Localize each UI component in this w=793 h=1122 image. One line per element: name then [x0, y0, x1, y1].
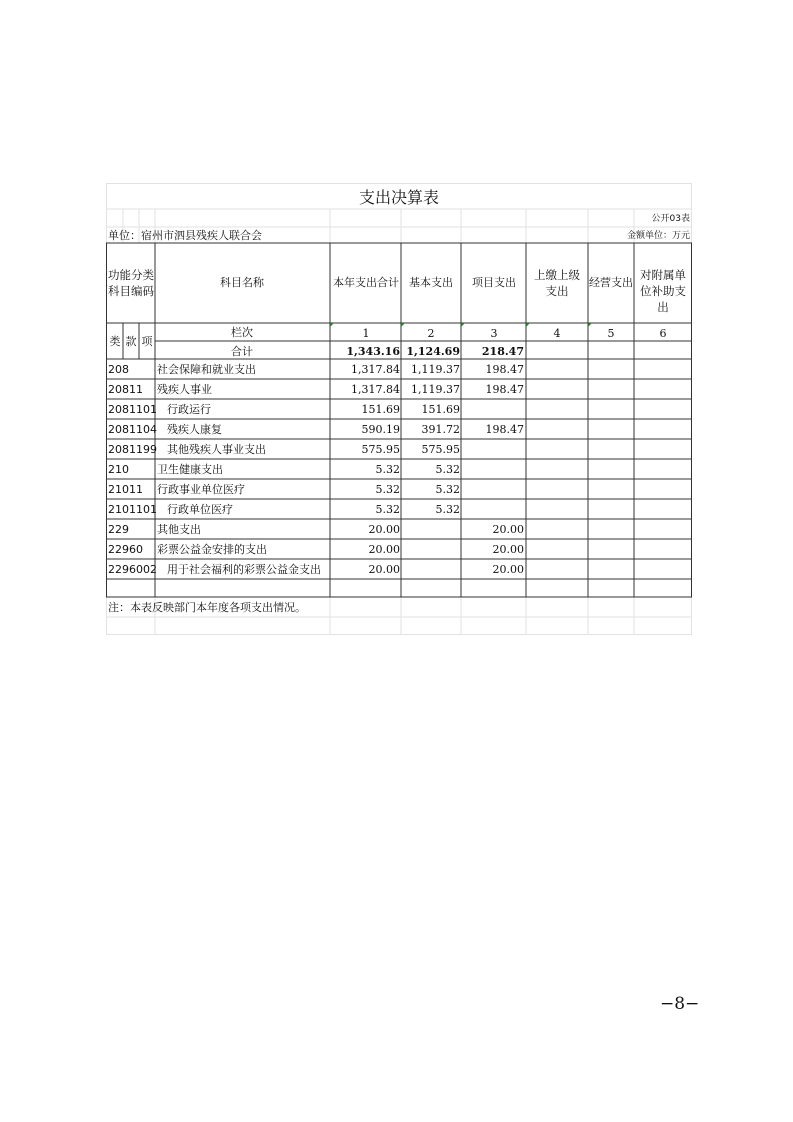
row-name: 其他支出 [157, 523, 201, 536]
row-name: 彩票公益金安排的支出 [157, 543, 267, 556]
total-sum: 1,343.16 [346, 345, 400, 358]
row-project: 198.47 [485, 423, 524, 436]
row-project: 198.47 [485, 383, 524, 396]
row-project: 20.00 [492, 543, 524, 556]
row-code: 2296002 [108, 563, 157, 576]
row-name: 残疾人事业 [157, 383, 212, 396]
row-code: 2081199 [108, 443, 157, 456]
row-total: 5.32 [375, 503, 400, 516]
row-basic: 1,119.37 [411, 383, 460, 396]
row-code: 208 [108, 363, 129, 376]
col-number-6: 6 [659, 327, 667, 340]
row-name: 卫生健康支出 [157, 463, 223, 476]
row-total: 151.69 [361, 403, 400, 416]
page-number: −8− [660, 994, 700, 1014]
row-name: 行政运行 [167, 403, 211, 416]
header-total: 本年支出合计 [333, 276, 399, 289]
row-project: 20.00 [492, 563, 524, 576]
row-code: 2081104 [108, 423, 157, 436]
row-code: 2081101 [108, 403, 157, 416]
row-total: 20.00 [368, 563, 400, 576]
header-subsidy: 对附属单位补助支出 [640, 268, 686, 314]
table-title: 支出决算表 [358, 188, 440, 207]
header-lei: 类 [109, 335, 121, 348]
row-basic: 391.72 [421, 423, 460, 436]
row-total: 1,317.84 [351, 383, 400, 396]
header-business: 经营支出 [589, 276, 633, 289]
header-project: 项目支出 [472, 276, 516, 289]
header-lanci: 栏次 [231, 326, 253, 339]
row-name: 残疾人康复 [167, 423, 222, 436]
row-basic: 5.32 [435, 483, 460, 496]
header-kuan: 款 [125, 335, 137, 348]
col-number-5: 5 [607, 327, 615, 340]
row-total: 575.95 [361, 443, 400, 456]
row-name: 用于社会福利的彩票公益金支出 [167, 563, 321, 576]
row-code: 22960 [108, 543, 143, 556]
row-total: 5.32 [375, 483, 400, 496]
row-total: 20.00 [368, 523, 400, 536]
header-upper: 上缴上级支出 [534, 268, 580, 298]
expenditure-sheet [106, 183, 692, 635]
row-total: 590.19 [361, 423, 400, 436]
row-name: 行政单位医疗 [167, 503, 233, 516]
row-code: 210 [108, 463, 129, 476]
total-project: 218.47 [481, 345, 524, 358]
row-name: 其他残疾人事业支出 [167, 443, 266, 456]
row-basic: 5.32 [435, 463, 460, 476]
row-total: 1,317.84 [351, 363, 400, 376]
row-name: 社会保障和就业支出 [157, 363, 256, 376]
col-number-2: 2 [427, 327, 435, 340]
header-xiang: 项 [141, 335, 153, 348]
row-project: 198.47 [485, 363, 524, 376]
col-number-3: 3 [490, 327, 498, 340]
header-func-code: 功能分类科目编码 [108, 268, 154, 298]
row-basic: 151.69 [421, 403, 460, 416]
col-number-1: 1 [362, 327, 370, 340]
row-basic: 5.32 [435, 503, 460, 516]
row-project: 20.00 [492, 523, 524, 536]
row-total: 5.32 [375, 463, 400, 476]
col-number-4: 4 [553, 327, 561, 340]
row-code: 21011 [108, 483, 143, 496]
header-basic: 基本支出 [409, 276, 453, 289]
row-total: 20.00 [368, 543, 400, 556]
amount-unit: 金额单位：万元 [626, 231, 690, 241]
row-code: 20811 [108, 383, 143, 396]
row-code: 229 [108, 523, 129, 536]
header-subject: 科目名称 [220, 276, 264, 289]
table-code: 公开03表 [651, 214, 690, 224]
row-code: 2101101 [108, 503, 157, 516]
row-basic: 1,119.37 [411, 363, 460, 376]
row-basic: 575.95 [421, 443, 460, 456]
reporting-unit: 单位：宿州市泗县残疾人联合会 [108, 229, 262, 242]
total-label: 合计 [231, 345, 253, 358]
table-note: 注：本表反映部门本年度各项支出情况。 [108, 601, 306, 614]
total-basic: 1,124.69 [406, 345, 460, 358]
row-name: 行政事业单位医疗 [157, 483, 245, 496]
